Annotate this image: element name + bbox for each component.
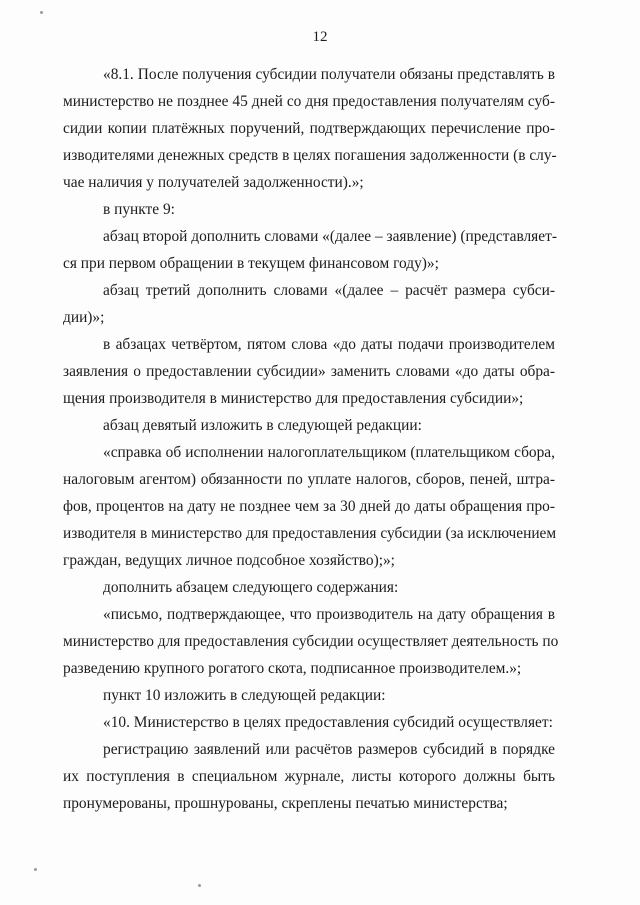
text-line: «справка об исполнении налогоплательщиком (плательщиком сбора,: [103, 444, 555, 461]
text-line: дии)»;: [63, 309, 105, 326]
scan-speck: [198, 884, 201, 887]
text-line: «10. Министерство в целях предоставления субсидий осуществляет:: [103, 714, 553, 731]
text-line: ся при первом обращении в текущем финансовом году)»;: [63, 255, 439, 272]
text-line: «письмо, подтверждающее, что производитель на дату обращения в: [103, 606, 555, 623]
text-line: абзац девятый изложить в следующей редакции:: [103, 417, 422, 434]
text-line: абзац второй дополнить словами «(далее – заявление) (представляет-: [103, 228, 557, 245]
text-line: изводителя в министерство для предоставления субсидии (за исключением: [63, 525, 557, 542]
text-line: их поступления в специальном журнале, листы которого должны быть: [63, 768, 555, 785]
text-line: граждан, ведущих личное подсобное хозяйство);»;: [63, 552, 395, 569]
text-line: чае наличия у получателей задолженности).»;: [63, 174, 364, 191]
text-line: налоговым агентом) обязанности по уплате налогов, сборов, пеней, штра-: [63, 471, 555, 488]
text-line: изводителями денежных средств в целях погашения задолженности (в слу-: [63, 147, 557, 164]
scan-speck: [40, 11, 43, 14]
text-line: пронумерованы, прошнурованы, скреплены печатью министерства;: [63, 795, 508, 812]
text-line: «8.1. После получения субсидии получатели обязаны представлять в: [103, 66, 555, 83]
scan-speck: [34, 868, 37, 871]
text-line: регистрацию заявлений или расчётов размеров субсидий в порядке: [103, 741, 555, 758]
text-line: в абзацах четвёртом, пятом слова «до даты подачи производителем: [103, 336, 555, 353]
text-line: абзац третий дополнить словами «(далее – расчёт размера субси-: [103, 282, 555, 299]
text-line: министерство для предоставления субсидии осуществляет деятельность по: [63, 633, 559, 650]
text-line: фов, процентов на дату не позднее чем за 30 дней до даты обращения про-: [63, 498, 555, 515]
text-line: пункт 10 изложить в следующей редакции:: [103, 687, 386, 704]
text-line: в пункте 9:: [103, 201, 175, 218]
text-line: заявления о предоставлении субсидии» заменить словами «до даты обра-: [63, 363, 555, 380]
text-line: щения производителя в министерство для предоставления субсидии»;: [63, 390, 524, 407]
page-number: 12: [312, 29, 328, 45]
text-line: сидии копии платёжных поручений, подтверждающих перечисление про-: [63, 120, 555, 137]
text-line: дополнить абзацем следующего содержания:: [103, 579, 399, 596]
text-line: разведению крупного рогатого скота, подписанное производителем.»;: [63, 660, 522, 677]
text-line: министерство не позднее 45 дней со дня предоставления получателям суб-: [63, 93, 555, 110]
